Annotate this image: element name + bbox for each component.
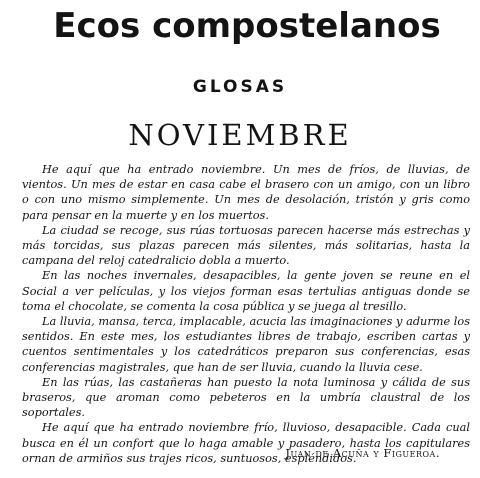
- paragraph: La lluvia, mansa, terca, implacable, acucia las imaginaciones y adurme los sentidos. En este mes, los estudiantes libres de trabajo, escriben cartas y cuentos sentimentales y los catedráticos preparon sus conferencias, esas conferencias magistrales, que han de ser lluvia, cuando la lluvia cese.: [22, 315, 470, 374]
- paragraph: He aquí que ha entrado noviembre frío, lluvioso, desapacible. Cada cual busca en él un confort que lo haga amable y pasadero, hasta los capitulares ornan de armiños sus trajes ricos, suntuosos, espléndidos.: [22, 421, 470, 465]
- article-headline: NOVIEMBRE: [128, 118, 352, 152]
- paragraph: En las noches invernales, desapacibles, la gente joven se reune en el Social a ver películas, y los viejos forman esas tertulias antiguas donde se toma el chocolate, se comenta la cosa pública y se juega al tresillo.: [22, 269, 470, 313]
- paragraph: La ciudad se recoge, sus rúas tortuosas parecen hacerse más estrechas y más torcidas, sus plazas parecen más silentes, más solitarias, hasta la campana del reloj catedralicio dobla a muerto.: [22, 223, 470, 268]
- paragraph: En las rúas, las castañeras han puesto la nota luminosa y cálida de sus braseros, que aroman como pebeteros en la umbría claustral de los soportales.: [22, 375, 470, 420]
- section-heading: GLOSAS: [192, 77, 288, 97]
- author-signature: Juan de Acuña y Figueroa.: [285, 446, 440, 460]
- column-title: Ecos compostelanos: [53, 6, 441, 46]
- paragraph: He aquí que ha entrado noviembre. Un mes de fríos, de lluvias, de vientos. Un mes de estar en casa cabe el brasero con un amigo, con un libro o con uno mismo simplemente. Un mes de desolación, tristón y gris como para pensar en la muerte y en los muertos.: [22, 163, 470, 222]
- article-body: [22, 162, 470, 466]
